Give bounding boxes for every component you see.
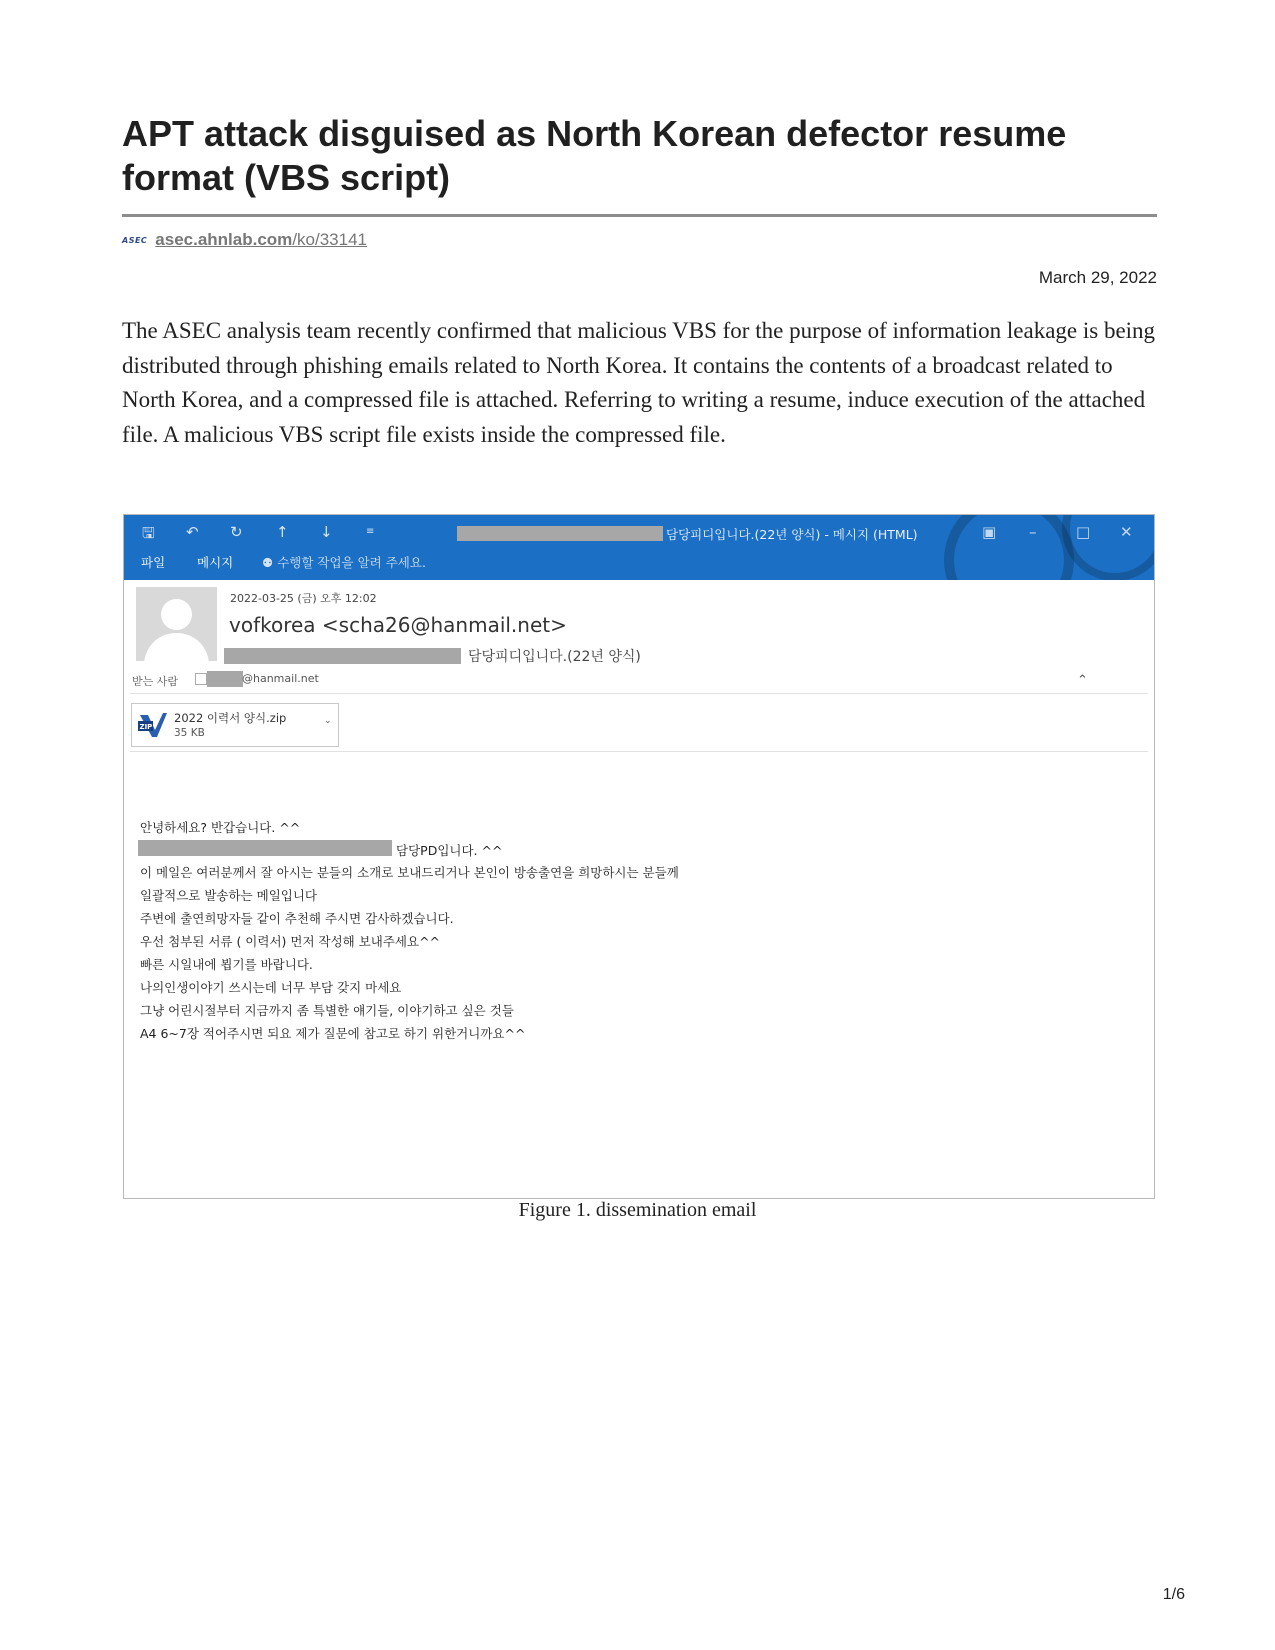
email-body-line: 주변에 출연희망자들 같이 추천해 주시면 감사하겠습니다.: [140, 911, 454, 926]
outlook-ribbon: [124, 515, 1154, 580]
menu-message: 메시지: [197, 555, 234, 570]
redo-icon: ↻: [230, 523, 243, 541]
source-link[interactable]: [155, 230, 367, 250]
source-line: [122, 228, 367, 252]
sender-avatar-icon: [136, 587, 217, 661]
zip-file-icon: [138, 712, 168, 738]
email-body-line: 나의인생이야기 쓰시는데 너무 부담 갖지 마세요: [140, 980, 402, 995]
redacted-subject-bar: [457, 526, 663, 541]
up-arrow-icon: ↑: [276, 523, 289, 541]
recipient-email: @hanmail.net: [242, 672, 319, 685]
undo-icon: ↶: [186, 523, 199, 541]
email-body-line: 이 메일은 여러분께서 잘 아시는 분들의 소개로 보내드리거나 본인이 방송출연을 희망하시는 분들께: [140, 865, 679, 880]
email-body-line: A4 6~7장 적어주시면 되요 제가 질문에 참고로 하기 위한거니까요^^: [140, 1026, 526, 1041]
attachment-dropdown-icon: ⌄: [324, 716, 332, 726]
maximize-icon: □: [1076, 523, 1091, 541]
watermark-ring-icon: [944, 515, 1074, 580]
attachment-card: [131, 703, 339, 747]
tell-me-box: [262, 553, 426, 571]
message-subject: 담당피디입니다.(22년 양식): [468, 649, 641, 665]
figure-caption: Figure 1. dissemination email: [518, 1199, 757, 1221]
email-body-line: 일괄적으로 발송하는 메일입니다: [140, 888, 317, 903]
page-number: 1/6: [1162, 1586, 1185, 1603]
publish-date: March 29, 2022: [1038, 268, 1157, 287]
recipient-label: 받는 사람: [132, 675, 179, 688]
attachment-divider: [130, 751, 1148, 752]
redacted-subject-bar: [224, 648, 461, 664]
header-divider: [130, 693, 1148, 694]
redacted-name-bar: [138, 840, 392, 856]
customize-toolbar-icon: ≡: [366, 526, 375, 537]
article-title: APT attack disguised as North Korean defector resume format (VBS script): [122, 113, 1067, 198]
asec-logo-icon: ASEC: [122, 235, 148, 245]
lightbulb-icon: ⚉: [262, 555, 274, 570]
email-body-line: 우선 첨부된 서류 ( 이력서) 먼저 작성해 보내주세요^^: [140, 934, 441, 949]
window-title: 담당피디입니다.(22년 양식) - 메시지 (HTML): [666, 527, 918, 542]
menu-file: 파일: [141, 555, 166, 570]
zip-icon-label: ZIP: [139, 723, 153, 731]
source-domain: asec.ahnlab.com: [155, 230, 293, 249]
source-path: /ko/33141: [292, 230, 367, 249]
save-icon: 🖫: [142, 524, 155, 542]
email-body-line: 그냥 어린시절부터 지금까지 좀 특별한 얘기들, 이야기하고 싶은 것들: [140, 1003, 514, 1018]
tell-me-text: 수행할 작업을 알려 주세요.: [277, 555, 426, 570]
attachment-size: 35 KB: [174, 727, 205, 739]
down-arrow-icon: ↓: [320, 523, 333, 541]
minimize-icon: –: [1029, 523, 1037, 541]
title-divider: [122, 214, 1157, 217]
sender-address: vofkorea <scha26@hanmail.net>: [229, 613, 567, 637]
email-body-line: 빠른 시일내에 뵙기를 바랍니다.: [140, 957, 313, 972]
attachment-name: 2022 이력서 양식.zip: [174, 711, 287, 725]
chevron-up-icon: ⌃: [1077, 673, 1088, 688]
email-body-line: 안녕하세요? 반갑습니다. ^^: [140, 820, 301, 835]
redacted-recipient-bar: [207, 671, 243, 687]
message-date: 2022-03-25 (금) 오후 12:02: [230, 592, 377, 605]
intro-paragraph: The ASEC analysis team recently confirmed that malicious VBS for the purpose of information leakage is being distributed through phishing emails related to North Korea. It contains the contents of a broadcast related to North Korea, and a compressed file is attached. Referring to writing a resume, induce execution of the attached file. A malicious VBS script file exists inside the compressed file.: [122, 318, 1156, 447]
close-icon: ✕: [1120, 523, 1133, 541]
recipient-checkbox-icon: [195, 673, 207, 685]
email-screenshot-figure: [123, 514, 1155, 1199]
email-body-line: 담당PD입니다. ^^: [396, 843, 503, 858]
ribbon-options-icon: ▣: [982, 523, 997, 541]
